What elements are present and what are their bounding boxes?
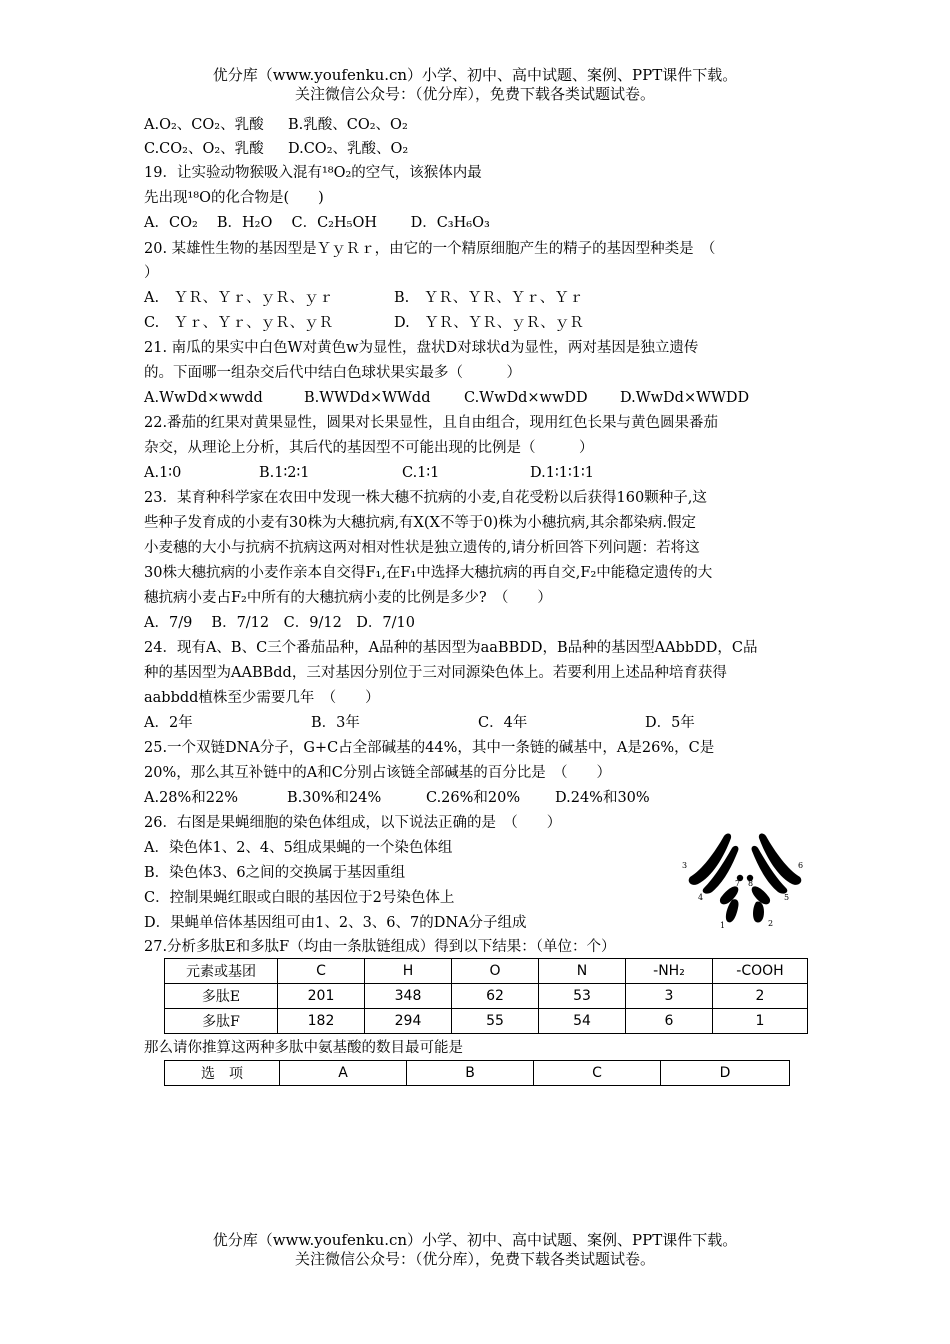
table-header-row: [165, 959, 808, 984]
table-cell: 1: [713, 1009, 808, 1034]
q26-option-a: A．染色体1、2、4、5组成果蝇的一个染色体组: [144, 840, 453, 856]
q18-options-row-2: [144, 138, 408, 160]
q22-option-a: A.1∶0: [144, 465, 182, 481]
q23-stem-3: 小麦穗的大小与抗病不抗病这两对相对性状是独立遗传的,请分析回答下列问题：若将这: [144, 540, 700, 556]
q21-options: [144, 387, 749, 409]
q23-stem-4: 30株大穗抗病的小麦作亲本自交得F₁,在F₁中选择大穗抗病的再自交,F₂中能稳定遗传的大: [144, 565, 713, 581]
q21-option-a: A.WwDd×wwdd: [144, 390, 263, 406]
q23-options: A．7/9 B．7/12 C．9/12 D．7/10: [144, 615, 415, 631]
q24-stem-3: aabbdd植株至少需要几年 （ ）: [144, 690, 380, 706]
table-cell: 201: [278, 984, 365, 1009]
q21-stem-2: 的。下面哪一组杂交后代中结白色球状果实最多（ ）: [144, 365, 521, 381]
q20-stem-1: 20. 某雄性生物的基因型是ＹｙＲｒ，由它的一个精原细胞产生的精子的基因型种类是 （: [144, 241, 716, 257]
figure-label-1: 1: [720, 921, 726, 930]
options-row: [165, 1061, 790, 1086]
q19-stem-1: 19．让实验动物猴吸入混有¹⁸O₂的空气，该猴体内最: [144, 165, 482, 181]
table-cell: 55: [452, 1009, 539, 1034]
q24-options: [144, 712, 695, 734]
options-label-cell: 选 项: [165, 1061, 280, 1086]
option-cell-c: C: [534, 1061, 661, 1086]
q20-options-row-2: [144, 312, 584, 334]
table-header-cell: 元素或基团: [165, 959, 278, 984]
table-cell: 62: [452, 984, 539, 1009]
q19-stem-2: 先出现¹⁸O的化合物是( ): [144, 190, 324, 206]
q25-option-b: B.30%和24%: [287, 790, 382, 806]
table-cell: 348: [365, 984, 452, 1009]
q24-stem-2: 种的基因型为AABBdd，三对基因分别位于三对同源染色体上。若要利用上述品种培育获得: [144, 665, 727, 681]
q19-options: A．CO₂ B．H₂O C．C₂H₅OH D．C₃H₆O₃: [144, 215, 490, 231]
q18-option-b: B.乳酸、CO₂、O₂: [288, 117, 408, 133]
q18-option-d: D.CO₂、乳酸、O₂: [288, 141, 409, 157]
table-header-cell: C: [278, 959, 365, 984]
footer-line-1: 优分库（www.youfenku.cn）小学、初中、高中试题、案例、PPT课件下载。: [212, 1231, 738, 1249]
q25-stem-2: 20%，那么其互补链中的A和C分别占该链全部碱基的百分比是 （ ）: [144, 765, 612, 781]
q26-option-d: D．果蝇单倍体基因组可由1、2、3、6、7的DNA分子组成: [144, 915, 527, 931]
figure-label-3: 3: [682, 861, 688, 870]
table-cell: 182: [278, 1009, 365, 1034]
table-cell: 53: [539, 984, 626, 1009]
q22-option-b: B.1∶2∶1: [259, 465, 310, 481]
q18-option-a: A.O₂、CO₂、乳酸: [144, 117, 264, 133]
figure-label-7: 7: [735, 879, 741, 888]
q24-option-a: A．2年: [144, 715, 193, 731]
q23-stem-5: 穗抗病小麦占F₂中所有的大穗抗病小麦的比例是多少? （ ）: [144, 590, 552, 606]
figure-label-8: 8: [748, 879, 754, 888]
table-cell: 294: [365, 1009, 452, 1034]
q24-option-c: C．4年: [478, 715, 528, 731]
table-cell: 6: [626, 1009, 713, 1034]
table-row: [165, 984, 808, 1009]
footer-line-2: 关注微信公众号：（优分库），免费下载各类试题试卷。: [294, 1250, 655, 1268]
figure-label-4: 4: [698, 893, 704, 902]
q21-option-c: C.WwDd×wwDD: [464, 390, 588, 406]
q25-options: [144, 787, 650, 809]
q26-option-b: B．染色体3、6之间的交换属于基因重组: [144, 865, 406, 881]
q21-stem-1: 21. 南瓜的果实中白色W对黄色w为显性，盘状D对球状d为显性，两对基因是独立遗传: [144, 340, 699, 356]
q24-option-d: D．5年: [645, 715, 695, 731]
q21-option-d: D.WwDd×WWDD: [620, 390, 750, 406]
answer-options-table: [164, 1060, 790, 1086]
option-cell-b: B: [407, 1061, 534, 1086]
figure-label-2: 2: [768, 919, 774, 928]
header-line-2: 关注微信公众号：（优分库），免费下载各类试题试卷。: [294, 85, 655, 103]
q20-options-row-1: [144, 287, 583, 309]
q23-stem-2: 些种子发育成的小麦有30株为大穗抗病,有X(X不等于0)株为小穗抗病,其余都染病.假定: [144, 515, 696, 531]
q24-stem-1: 24．现有A、B、C三个番茄品种，A品种的基因型为aaBBDD，B品种的基因型AAbbDD，C品: [144, 640, 758, 656]
q20-option-b: B. ＹＲ、ＹＲ、Ｙｒ、Ｙｒ: [394, 290, 584, 306]
q26-option-c: C．控制果蝇红眼或白眼的基因位于2号染色体上: [144, 890, 455, 906]
table-cell: 2: [713, 984, 808, 1009]
q25-option-d: D.24%和30%: [555, 790, 650, 806]
q23-stem-1: 23．某育种科学家在农田中发现一株大穗不抗病的小麦,自花受粉以后获得160颗种子,这: [144, 490, 707, 506]
page-footer: [0, 1231, 950, 1269]
option-cell-a: A: [280, 1061, 407, 1086]
q24-option-b: B．3年: [311, 715, 360, 731]
q18-options-row-1: [144, 114, 408, 136]
q25-option-c: C.26%和20%: [426, 790, 521, 806]
figure-label-5: 5: [784, 893, 790, 902]
table-header-cell: -NH₂: [626, 959, 713, 984]
table-header-cell: N: [539, 959, 626, 984]
q22-stem-1: 22.番茄的红果对黄果显性，圆果对长果显性，且自由组合，现用红色长果与黄色圆果番茄: [144, 415, 719, 431]
table-header-cell: O: [452, 959, 539, 984]
q27-followup: 那么请你推算这两种多肽中氨基酸的数目最可能是: [144, 1040, 463, 1056]
figure-label-6: 6: [798, 861, 804, 870]
q22-options: [144, 462, 594, 484]
q25-option-a: A.28%和22%: [144, 790, 239, 806]
table-cell: 多肽F: [165, 1009, 278, 1034]
peptide-table: [164, 958, 808, 1034]
q20-option-a: A. ＹＲ、Ｙｒ、ｙＲ、ｙｒ: [144, 290, 334, 306]
table-cell: 多肽E: [165, 984, 278, 1009]
q27-stem: 27.分析多肽E和多肽F（均由一条肽链组成）得到以下结果：（单位：个）: [144, 939, 616, 955]
table-header-cell: H: [365, 959, 452, 984]
table-header-cell: -COOH: [713, 959, 808, 984]
chromosome-figure: [680, 822, 810, 930]
table-cell: 3: [626, 984, 713, 1009]
q22-option-d: D.1∶1∶1∶1: [530, 465, 594, 481]
q22-stem-2: 杂交，从理论上分析，其后代的基因型不可能出现的比例是（ ）: [144, 440, 594, 456]
q26-stem: 26．右图是果蝇细胞的染色体组成，以下说法正确的是 （ ）: [144, 815, 562, 831]
q20-stem-2: ）: [144, 265, 159, 281]
chromosome-2: [753, 901, 764, 922]
q21-option-b: B.WWDd×WWdd: [304, 390, 431, 406]
q22-option-c: C.1∶1: [402, 465, 440, 481]
table-row: [165, 1009, 808, 1034]
page-header: [0, 66, 950, 104]
option-cell-d: D: [661, 1061, 790, 1086]
chromosome-5: [752, 886, 770, 904]
q20-option-d: D. ＹＲ、ＹＲ、ｙＲ、ｙＲ: [394, 315, 584, 331]
q25-stem-1: 25.一个双链DNA分子，G+C占全部碱基的44%，其中一条链的碱基中，A是26%，C是: [144, 740, 715, 756]
q20-option-c: C. Ｙｒ、Ｙｒ、ｙＲ、ｙＲ: [144, 315, 334, 331]
table-cell: 54: [539, 1009, 626, 1034]
header-line-1: 优分库（www.youfenku.cn）小学、初中、高中试题、案例、PPT课件下载。: [212, 66, 738, 84]
q18-option-c: C.CO₂、O₂、乳酸: [144, 141, 264, 157]
